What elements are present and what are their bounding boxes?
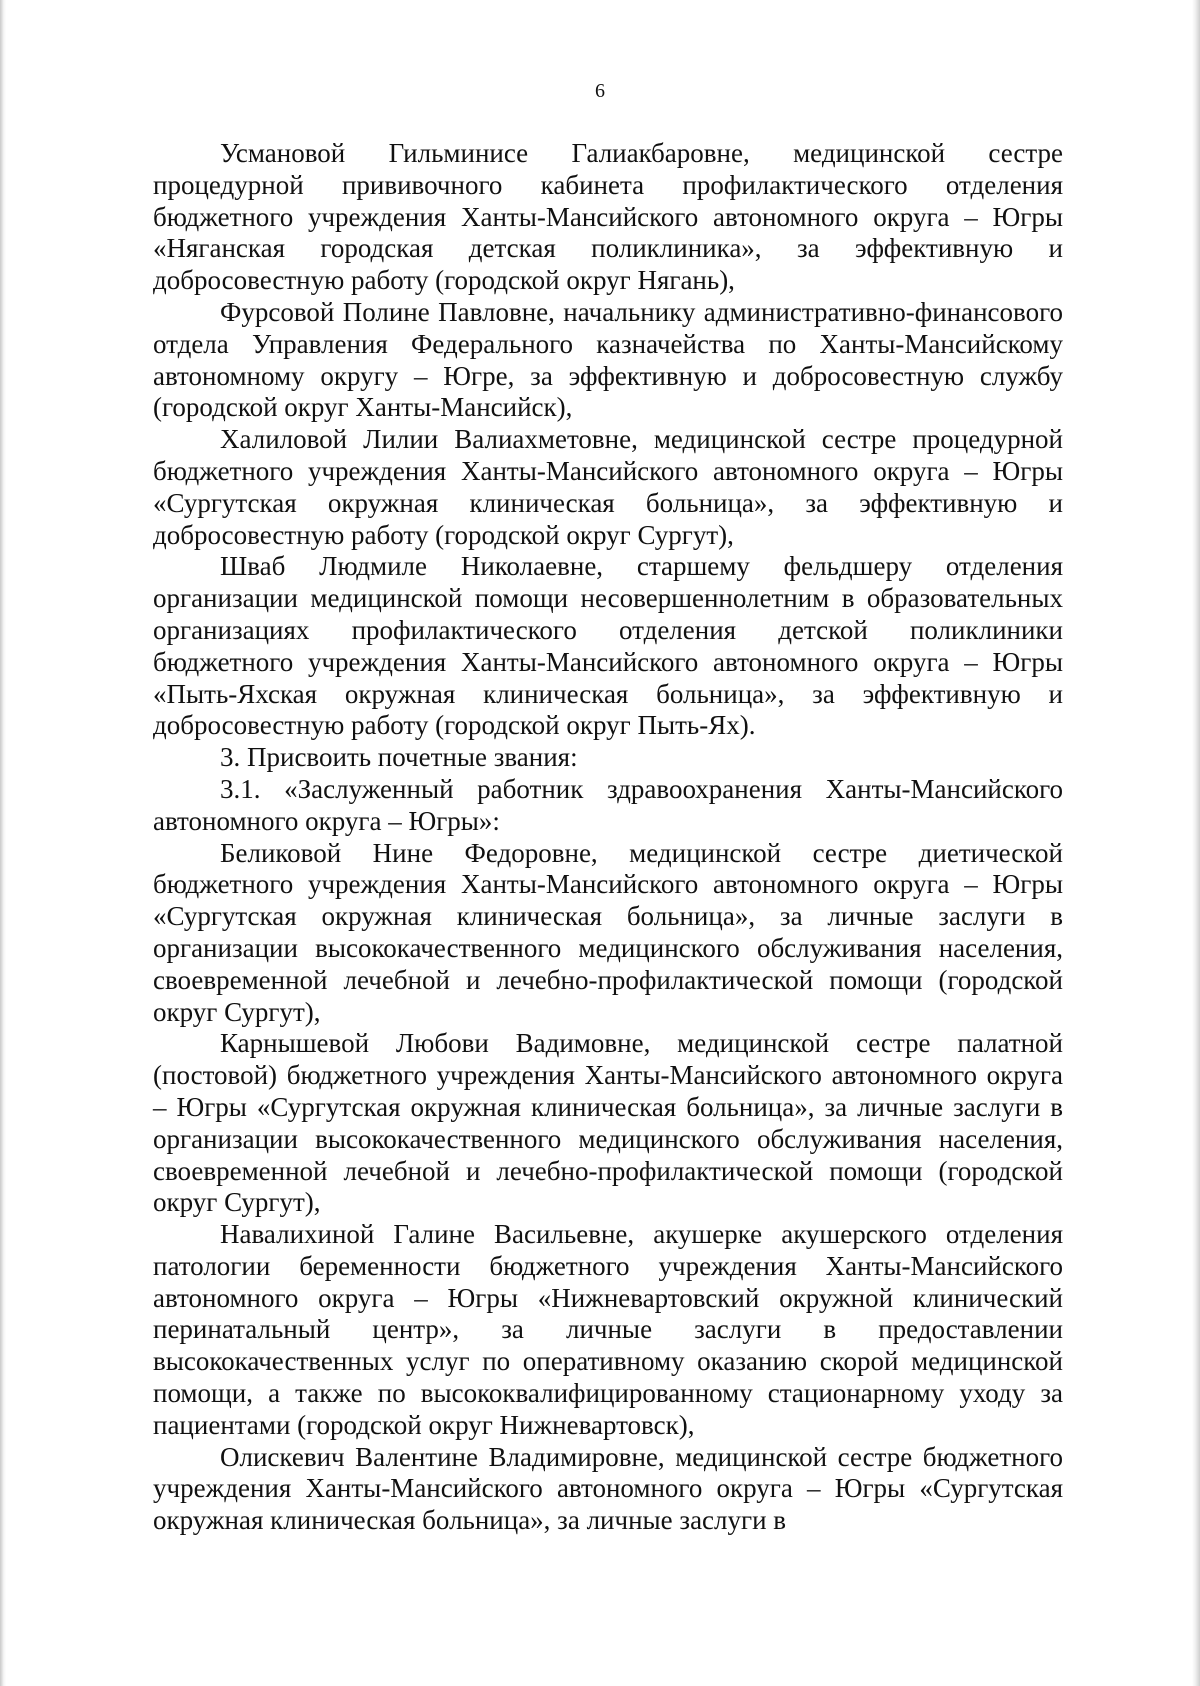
paragraph-fursova-award: Фурсовой Полине Павловне, начальнику административно-финансового отдела Управления Федерального казначейства по Ханты-Мансийскому автономному округу – Югре, за эффективную и добросовестную службу (городской округ Ханты-Мансийск), [153,296,1063,423]
paragraph-belikova-title: Беликовой Нине Федоровне, медицинской сестре диетической бюджетного учреждения Ханты-Мансийского автономного округа – Югры «Сургутская окружная клиническая больница», за личные заслуги в организации высококачественного медицинского обслуживания населения, своевременной лечебной и лечебно-профилактической помощи (городской округ Сургут), [153,837,1063,1027]
paragraph-oliskevich-title: Олискевич Валентине Владимировне, медицинской сестре бюджетного учреждения Ханты-Мансийского автономного округа – Югры «Сургутская окружная клиническая больница», за личные заслуги в [153,1441,1063,1536]
section-3-heading: 3. Присвоить почетные звания: [220,742,578,773]
subsection-3-1-heading: 3.1. «Заслуженный работник здравоохранения Ханты-Мансийского автономного округа – Югры»: [153,773,1063,836]
page-number: 6 [595,80,605,102]
paragraph-karnysheva-title: Карнышевой Любови Вадимовне, медицинской сестре палатной (постовой) бюджетного учреждения Ханты-Мансийского автономного округа – Югры «Сургутская окружная клиническая больница», за личные заслуги в организации высококачественного медицинского обслуживания населения, своевременной лечебной и лечебно-профилактической помощи (городской округ Сургут), [153,1028,1063,1218]
scan-edge-right [1192,0,1200,1686]
document-body [153,138,1063,1537]
paragraph-navalikhina-title: Навалихиной Галине Васильевне, акушерке акушерского отделения патологии беременности бюджетного учреждения Ханты-Мансийского автономного округа – Югры «Нижневартовский окружной клинический перинатальный центр», за личные заслуги в предоставлении высококачественных услуг по оперативному оказанию скорой медицинской помощи, а также по высококвалифицированному стационарному уходу за пациентами (городской округ Нижневартовск), [153,1219,1063,1440]
scan-edge-left [0,0,6,1686]
paragraph-shvab-award: Шваб Людмиле Николаевне, старшему фельдшеру отделения организации медицинской помощи несовершеннолетним в образовательных организациях профилактического отделения детской поликлиники бюджетного учреждения Ханты-Мансийского автономного округа – Югры «Пыть-Яхская окружная клиническая больница», за эффективную и добросовестную работу (городской округ Пыть-Ях). [153,551,1063,741]
paragraph-khalilova-award: Халиловой Лилии Валиахметовне, медицинской сестре процедурной бюджетного учреждения Ханты-Мансийского автономного округа – Югры «Сургутская окружная клиническая больница», за эффективную и добросовестную работу (городской округ Сургут), [153,424,1063,550]
paragraph-usmanova-award: Усмановой Гильминисе Галиакбаровне, медицинской сестре процедурной прививочного кабинета профилактического отделения бюджетного учреждения Ханты-Мансийского автономного округа – Югры «Няганская городская детская поликлиника», за эффективную и добросовестную работу (городской округ Нягань), [153,138,1063,296]
